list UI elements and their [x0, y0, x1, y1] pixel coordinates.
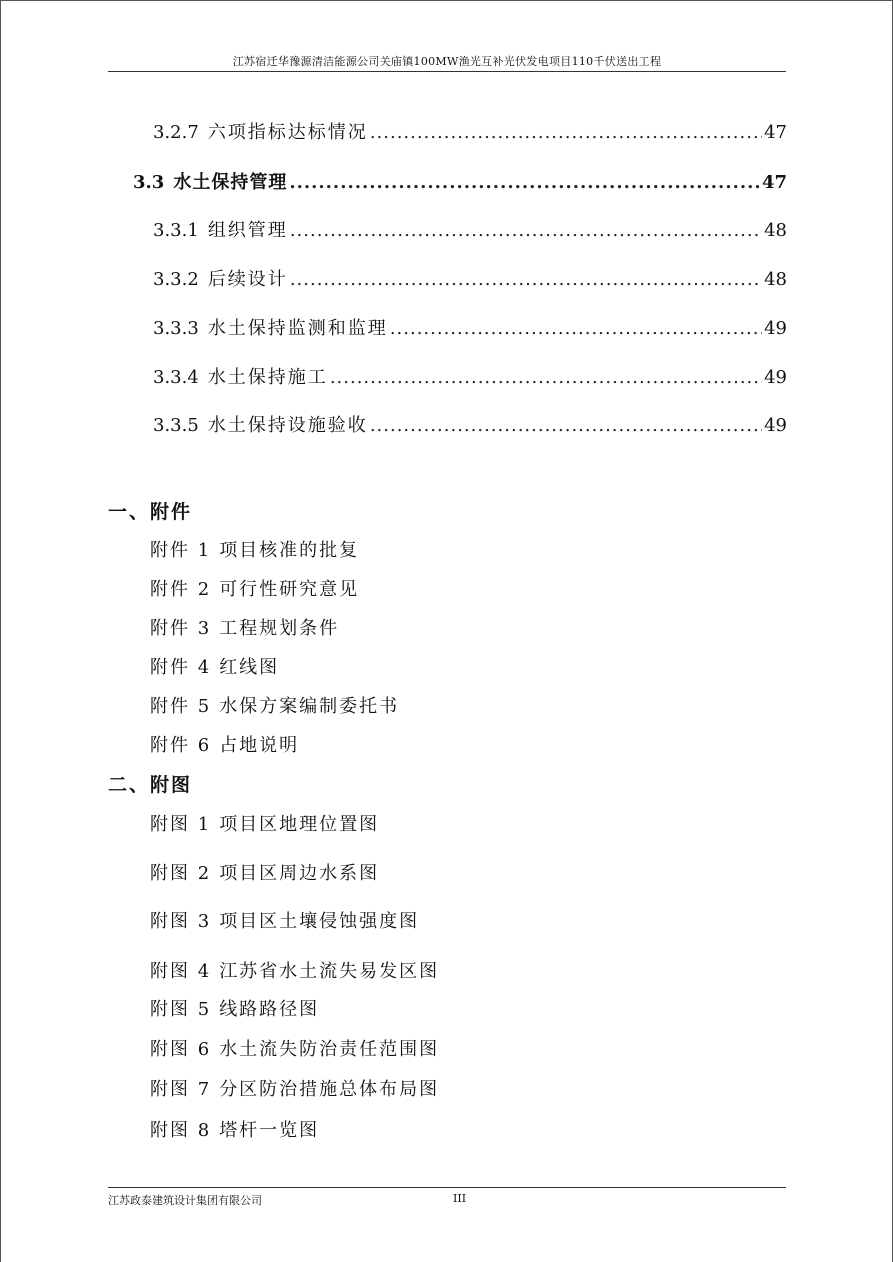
figure-item[interactable] [150, 859, 379, 885]
toc-title: 水土保持施工 [207, 367, 328, 388]
toc-title: 组织管理 [207, 220, 288, 241]
toc-leader-dots [289, 172, 760, 193]
figure-label: 附图 4 [150, 961, 212, 982]
figure-title: 水土流失防治责任范围图 [219, 1039, 440, 1060]
attachment-title: 工程规划条件 [219, 618, 340, 639]
attachment-item[interactable] [150, 653, 279, 679]
toc-entry[interactable] [153, 265, 787, 291]
toc-leader-dots [290, 220, 762, 241]
attachments-heading: 一、附件 [108, 501, 193, 523]
attachment-label: 附件 6 [150, 735, 212, 756]
toc-number: 3.3.4 [153, 367, 199, 388]
header-divider [108, 71, 786, 72]
toc-number: 3.3.2 [153, 269, 199, 290]
figure-label: 附图 2 [150, 863, 212, 884]
figure-item[interactable] [150, 810, 379, 836]
figure-item[interactable] [150, 1116, 319, 1142]
attachment-label: 附件 5 [150, 696, 212, 717]
attachment-item[interactable] [150, 575, 359, 601]
toc-title: 水土保持设施验收 [207, 415, 368, 436]
toc-number: 3.3 [133, 172, 165, 193]
toc-leader-dots [370, 415, 762, 436]
toc-entry[interactable] [153, 363, 787, 389]
toc-title: 水土保持管理 [173, 172, 288, 193]
figure-label: 附图 8 [150, 1120, 212, 1141]
toc-page: 48 [764, 269, 787, 290]
attachment-title: 占地说明 [219, 735, 300, 756]
attachment-label: 附件 2 [150, 579, 212, 600]
toc-page: 48 [764, 220, 787, 241]
attachment-title: 红线图 [219, 657, 280, 678]
toc-number: 3.3.1 [153, 220, 199, 241]
figure-label: 附图 6 [150, 1039, 212, 1060]
toc-number: 3.3.5 [153, 415, 199, 436]
attachment-title: 可行性研究意见 [219, 579, 360, 600]
toc-page: 47 [764, 122, 787, 143]
attachment-label: 附件 3 [150, 618, 212, 639]
toc-entry[interactable] [153, 216, 787, 242]
toc-page: 49 [764, 318, 787, 339]
figure-label: 附图 3 [150, 911, 212, 932]
figure-item[interactable] [150, 995, 319, 1021]
attachment-label: 附件 1 [150, 540, 212, 561]
figure-title: 江苏省水土流失易发区图 [219, 961, 440, 982]
figure-item[interactable] [150, 1075, 439, 1101]
figure-title: 项目区地理位置图 [219, 814, 380, 835]
figure-title: 项目区土壤侵蚀强度图 [219, 911, 420, 932]
footer-page-number: III [453, 1192, 467, 1205]
page-border-left [0, 0, 1, 1262]
toc-page: 49 [764, 367, 787, 388]
figure-item[interactable] [150, 907, 419, 933]
toc-entry[interactable] [153, 118, 787, 144]
toc-leader-dots [290, 269, 762, 290]
figure-label: 附图 5 [150, 999, 212, 1020]
figure-label: 附图 7 [150, 1079, 212, 1100]
toc-leader-dots [370, 122, 762, 143]
figure-label: 附图 1 [150, 814, 212, 835]
figure-title: 线路路径图 [219, 999, 320, 1020]
toc-leader-dots [330, 367, 762, 388]
footer-company: 江苏政泰建筑设计集团有限公司 [108, 1194, 262, 1207]
toc-leader-dots [390, 318, 762, 339]
figure-title: 分区防治措施总体布局图 [219, 1079, 440, 1100]
page-header-title: 江苏宿迁华豫源清洁能源公司关庙镇100MW渔光互补光伏发电项目110千伏送出工程 [232, 55, 662, 68]
figure-item[interactable] [150, 957, 439, 983]
toc-entry[interactable] [133, 168, 787, 194]
attachment-title: 项目核准的批复 [219, 540, 360, 561]
toc-page: 47 [761, 172, 787, 193]
toc-number: 3.2.7 [153, 122, 199, 143]
page-border-top [0, 0, 893, 1]
figure-title: 塔杆一览图 [219, 1120, 320, 1141]
toc-title: 后续设计 [207, 269, 288, 290]
attachment-item[interactable] [150, 692, 399, 718]
attachment-item[interactable] [150, 614, 339, 640]
toc-page: 49 [764, 415, 787, 436]
figure-title: 项目区周边水系图 [219, 863, 380, 884]
toc-title: 六项指标达标情况 [207, 122, 368, 143]
toc-entry[interactable] [153, 411, 787, 437]
toc-number: 3.3.3 [153, 318, 199, 339]
footer-divider [108, 1187, 786, 1188]
toc-entry[interactable] [153, 314, 787, 340]
attachment-item[interactable] [150, 731, 299, 757]
attachment-title: 水保方案编制委托书 [219, 696, 400, 717]
toc-title: 水土保持监测和监理 [207, 318, 388, 339]
attachment-label: 附件 4 [150, 657, 212, 678]
figures-heading: 二、附图 [108, 774, 193, 796]
attachment-item[interactable] [150, 536, 359, 562]
figure-item[interactable] [150, 1035, 439, 1061]
